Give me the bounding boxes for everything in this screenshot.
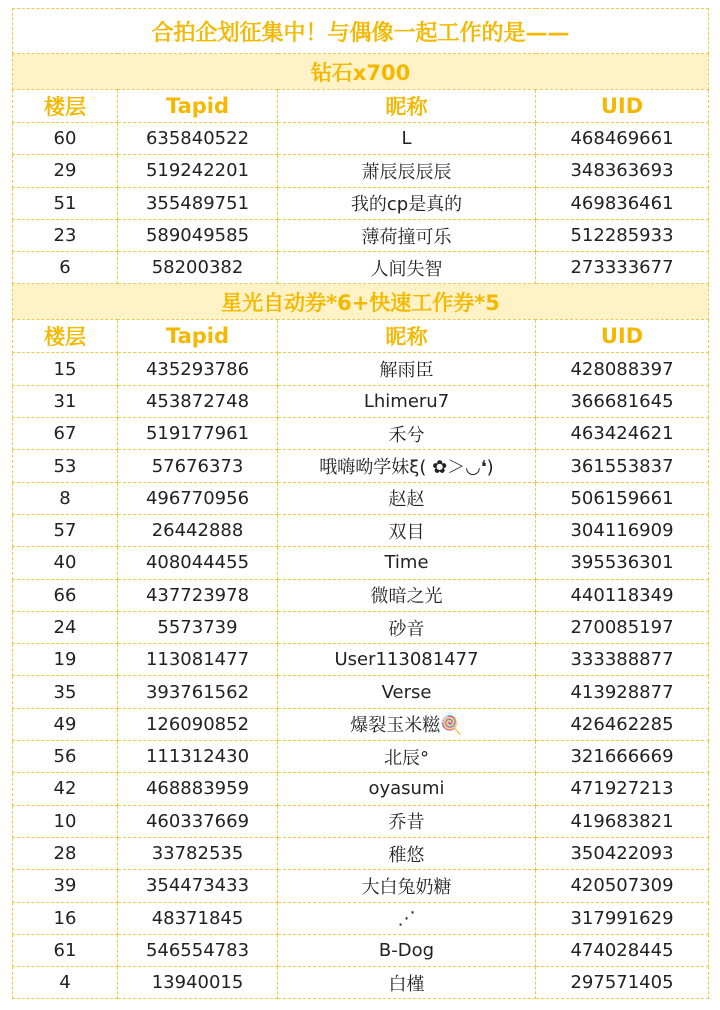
cell-floor: 51 bbox=[13, 187, 118, 219]
cell-uid: 273333677 bbox=[536, 252, 709, 284]
column-header-tapid: Tapid bbox=[118, 90, 278, 123]
column-header-tapid: Tapid bbox=[118, 320, 278, 353]
cell-uid: 317991629 bbox=[536, 902, 709, 934]
cell-tapid: 58200382 bbox=[118, 252, 278, 284]
table-row bbox=[13, 187, 709, 219]
cell-tapid: 460337669 bbox=[118, 805, 278, 837]
table-row bbox=[13, 708, 709, 740]
column-header-nickname: 昵称 bbox=[278, 90, 536, 123]
cell-tapid: 437723978 bbox=[118, 579, 278, 611]
cell-floor: 24 bbox=[13, 611, 118, 643]
cell-tapid: 111312430 bbox=[118, 741, 278, 773]
cell-uid: 304116909 bbox=[536, 514, 709, 546]
cell-uid: 426462285 bbox=[536, 708, 709, 740]
cell-uid: 474028445 bbox=[536, 934, 709, 966]
cell-floor: 4 bbox=[13, 967, 118, 999]
cell-nickname: User113081477 bbox=[278, 644, 536, 676]
cell-uid: 348363693 bbox=[536, 155, 709, 187]
cell-uid: 419683821 bbox=[536, 805, 709, 837]
cell-floor: 15 bbox=[13, 353, 118, 385]
table-row bbox=[13, 837, 709, 869]
cell-tapid: 453872748 bbox=[118, 385, 278, 417]
cell-floor: 23 bbox=[13, 219, 118, 251]
cell-nickname: ⋰ bbox=[278, 902, 536, 934]
cell-floor: 40 bbox=[13, 547, 118, 579]
table-row bbox=[13, 514, 709, 546]
column-header-floor: 楼层 bbox=[13, 320, 118, 353]
cell-nickname: 稚悠 bbox=[278, 837, 536, 869]
cell-nickname: B-Dog bbox=[278, 934, 536, 966]
cell-uid: 361553837 bbox=[536, 450, 709, 482]
table-row bbox=[13, 385, 709, 417]
cell-nickname: 白槿 bbox=[278, 967, 536, 999]
cell-floor: 56 bbox=[13, 741, 118, 773]
cell-tapid: 393761562 bbox=[118, 676, 278, 708]
table-row bbox=[13, 123, 709, 155]
cell-tapid: 519242201 bbox=[118, 155, 278, 187]
cell-tapid: 5573739 bbox=[118, 611, 278, 643]
cell-nickname: 赵赵 bbox=[278, 482, 536, 514]
table-row bbox=[13, 773, 709, 805]
cell-nickname: Verse bbox=[278, 676, 536, 708]
cell-tapid: 354473433 bbox=[118, 870, 278, 902]
cell-tapid: 589049585 bbox=[118, 219, 278, 251]
cell-tapid: 519177961 bbox=[118, 418, 278, 450]
cell-nickname: 哦嗨呦学妹ξ( ✿＞◡❛) bbox=[278, 450, 536, 482]
cell-nickname: 人间失智 bbox=[278, 252, 536, 284]
cell-tapid: 26442888 bbox=[118, 514, 278, 546]
cell-tapid: 435293786 bbox=[118, 353, 278, 385]
cell-nickname: 北辰° bbox=[278, 741, 536, 773]
cell-tapid: 33782535 bbox=[118, 837, 278, 869]
cell-nickname: Time bbox=[278, 547, 536, 579]
cell-uid: 463424621 bbox=[536, 418, 709, 450]
cell-floor: 67 bbox=[13, 418, 118, 450]
cell-nickname: 禾兮 bbox=[278, 418, 536, 450]
cell-tapid: 468883959 bbox=[118, 773, 278, 805]
table-row bbox=[13, 805, 709, 837]
cell-uid: 420507309 bbox=[536, 870, 709, 902]
table-row bbox=[13, 252, 709, 284]
cell-uid: 350422093 bbox=[536, 837, 709, 869]
table-row bbox=[13, 547, 709, 579]
cell-nickname: 薄荷撞可乐 bbox=[278, 219, 536, 251]
table-row bbox=[13, 934, 709, 966]
cell-floor: 57 bbox=[13, 514, 118, 546]
cell-floor: 60 bbox=[13, 123, 118, 155]
section-prize-title: 星光自动券*6+快速工作券*5 bbox=[13, 284, 709, 320]
cell-floor: 6 bbox=[13, 252, 118, 284]
cell-nickname: Lhimeru7 bbox=[278, 385, 536, 417]
cell-tapid: 408044455 bbox=[118, 547, 278, 579]
table-row bbox=[13, 644, 709, 676]
cell-nickname: 爆裂玉米糍🍭 bbox=[278, 708, 536, 740]
cell-nickname: 大白兔奶糖 bbox=[278, 870, 536, 902]
table-row bbox=[13, 967, 709, 999]
table-row bbox=[13, 482, 709, 514]
cell-nickname: L bbox=[278, 123, 536, 155]
column-header-nickname: 昵称 bbox=[278, 320, 536, 353]
cell-uid: 413928877 bbox=[536, 676, 709, 708]
cell-floor: 42 bbox=[13, 773, 118, 805]
cell-floor: 8 bbox=[13, 482, 118, 514]
cell-floor: 28 bbox=[13, 837, 118, 869]
cell-nickname: 微暗之光 bbox=[278, 579, 536, 611]
cell-uid: 270085197 bbox=[536, 611, 709, 643]
table-row bbox=[13, 741, 709, 773]
cell-uid: 469836461 bbox=[536, 187, 709, 219]
cell-uid: 333388877 bbox=[536, 644, 709, 676]
cell-floor: 61 bbox=[13, 934, 118, 966]
cell-uid: 366681645 bbox=[536, 385, 709, 417]
table-row bbox=[13, 450, 709, 482]
cell-uid: 512285933 bbox=[536, 219, 709, 251]
cell-uid: 471927213 bbox=[536, 773, 709, 805]
section-header bbox=[13, 54, 709, 90]
title-row bbox=[13, 9, 709, 54]
cell-uid: 297571405 bbox=[536, 967, 709, 999]
cell-uid: 506159661 bbox=[536, 482, 709, 514]
cell-tapid: 126090852 bbox=[118, 708, 278, 740]
column-header-uid: UID bbox=[536, 90, 709, 123]
cell-tapid: 496770956 bbox=[118, 482, 278, 514]
cell-nickname: 乔昔 bbox=[278, 805, 536, 837]
cell-nickname: 我的cp是真的 bbox=[278, 187, 536, 219]
cell-tapid: 355489751 bbox=[118, 187, 278, 219]
cell-floor: 39 bbox=[13, 870, 118, 902]
cell-floor: 31 bbox=[13, 385, 118, 417]
table-row bbox=[13, 611, 709, 643]
column-header-floor: 楼层 bbox=[13, 90, 118, 123]
cell-floor: 49 bbox=[13, 708, 118, 740]
cell-uid: 428088397 bbox=[536, 353, 709, 385]
winner-sheet bbox=[12, 8, 708, 999]
table-row bbox=[13, 219, 709, 251]
cell-uid: 395536301 bbox=[536, 547, 709, 579]
cell-uid: 321666669 bbox=[536, 741, 709, 773]
column-header-row bbox=[13, 90, 709, 123]
cell-nickname: 双目 bbox=[278, 514, 536, 546]
column-header-uid: UID bbox=[536, 320, 709, 353]
cell-nickname: oyasumi bbox=[278, 773, 536, 805]
cell-floor: 10 bbox=[13, 805, 118, 837]
section-header bbox=[13, 284, 709, 320]
cell-tapid: 635840522 bbox=[118, 123, 278, 155]
column-header-row bbox=[13, 320, 709, 353]
cell-nickname: 萧辰辰辰辰 bbox=[278, 155, 536, 187]
cell-floor: 53 bbox=[13, 450, 118, 482]
table-row bbox=[13, 870, 709, 902]
cell-nickname: 解雨臣 bbox=[278, 353, 536, 385]
cell-tapid: 13940015 bbox=[118, 967, 278, 999]
cell-tapid: 48371845 bbox=[118, 902, 278, 934]
page-title: 合拍企划征集中！与偶像一起工作的是—— bbox=[13, 9, 709, 54]
cell-floor: 16 bbox=[13, 902, 118, 934]
cell-tapid: 113081477 bbox=[118, 644, 278, 676]
table-row bbox=[13, 353, 709, 385]
cell-nickname: 砂音 bbox=[278, 611, 536, 643]
cell-uid: 468469661 bbox=[536, 123, 709, 155]
cell-tapid: 546554783 bbox=[118, 934, 278, 966]
winner-table bbox=[12, 8, 709, 999]
cell-uid: 440118349 bbox=[536, 579, 709, 611]
section-prize-title: 钻石x700 bbox=[13, 54, 709, 90]
cell-floor: 19 bbox=[13, 644, 118, 676]
table-row bbox=[13, 676, 709, 708]
cell-floor: 66 bbox=[13, 579, 118, 611]
cell-floor: 35 bbox=[13, 676, 118, 708]
cell-tapid: 57676373 bbox=[118, 450, 278, 482]
table-row bbox=[13, 155, 709, 187]
table-row bbox=[13, 579, 709, 611]
table-row bbox=[13, 418, 709, 450]
cell-floor: 29 bbox=[13, 155, 118, 187]
table-row bbox=[13, 902, 709, 934]
